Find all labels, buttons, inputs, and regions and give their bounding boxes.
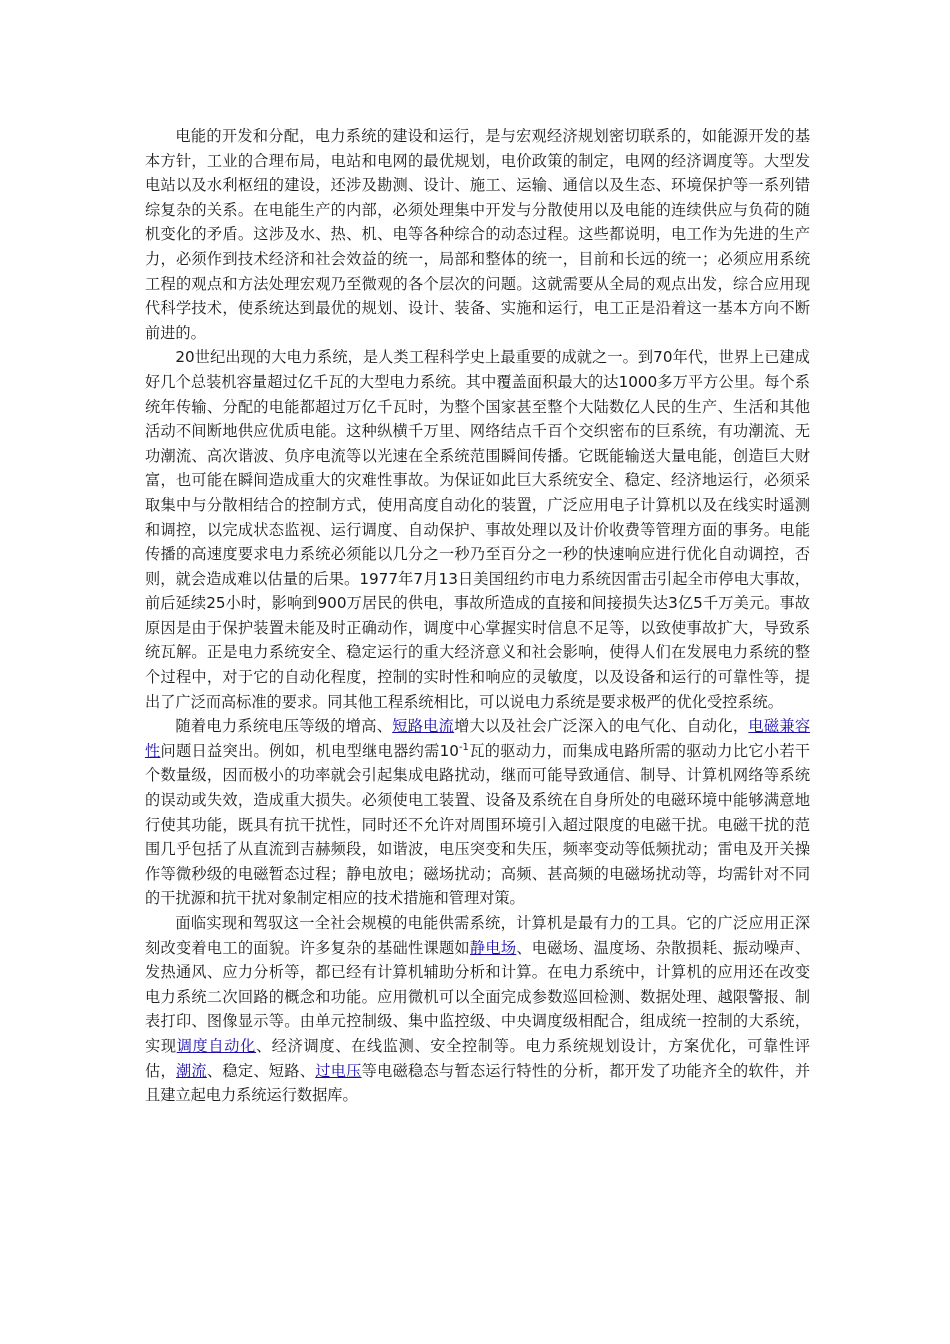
paragraph-4-text-a: 面临实现和驾驭这一全社会规模的电能供需系统，计算机是最有力的工具。它的广泛应用正深刻改变着电工的面貌。许多复杂的基础性课题如 <box>145 914 810 957</box>
paragraph-1-text: 电能的开发和分配，电力系统的建设和运行，是与宏观经济规划密切联系的，如能源开发的基本方针，工业的合理布局，电站和电网的最优规划，电价政策的制定，电网的经济调度等。大型发电站以及水利枢纽的建设，还涉及勘测、设计、施工、运输、通信以及生态、环境保护等一系列错综复杂的关系。在电能生产的内部，必须处理集中开发与分散使用以及电能的连续供应与负荷的随机变化的矛盾。这涉及水、热、机、电等各种综合的动态过程。这些都说明，电工作为先进的生产力，必须作到技术经济和社会效益的统一，局部和整体的统一，目前和长远的统一；必须应用系统工程的观点和方法处理宏观乃至微观的各个层次的问题。这就需要从全局的观点出发，综合应用现代科学技术，使系统达到最优的规划、设计、装备、实施和运行，电工正是沿着这一基本方向不断前进的。 <box>145 127 810 342</box>
emc-link[interactable]: 电磁兼容性 <box>145 717 811 760</box>
power-flow-link[interactable]: 潮流 <box>175 1061 207 1080</box>
overvoltage-link[interactable]: 过电压 <box>315 1061 362 1080</box>
paragraph-2-text: 20世纪出现的大电力系统，是人类工程科学史上最重要的成就之一。到70年代，世界上已建成好几个总装机容量超过亿千瓦的大型电力系统。其中覆盖面积最大的达1000多万平方公里。每个系统年传输、分配的电能都超过万亿千瓦时，为整个国家甚至整个大陆数亿人民的生产、生活和其他活动不间断地供应优质电能。这种纵横千万里、网络结点千百个交织密布的巨系统，有功潮流、无功潮流、高次谐波、负序电流等以光速在全系统范围瞬间传播。它既能输送大量电能，创造巨大财富，也可能在瞬间造成重大的灾难性事故。为保证如此巨大系统安全、稳定、经济地运行，必须采取集中与分散相结合的控制方式，使用高度自动化的装置，广泛应用电子计算机以及在线实时遥测和调控，以完成状态监视、运行调度、自动保护、事故处理以及计价收费等管理方面的事务。电能传播的高速度要求电力系统必须能以几分之一秒乃至百分之一秒的快速响应进行优化自动调控，否则，就会造成难以估量的后果。1977年7月13日美国纽约市电力系统因雷击引起全市停电大事故，前后延续25小时，影响到900万居民的供电，事故所造成的直接和间接损失达3亿5千万美元。事故原因是由于保护装置未能及时正确动作，调度中心掌握实时信息不足等，以致使事故扩大，导致系统瓦解。正是电力系统安全、稳定运行的重大经济意义和社会影响，使得人们在发展电力系统的整个过程中，对于它的自动化程度，控制的实时性和响应的灵敏度，以及设备和运行的可靠性等，提出了广泛而高标准的要求。同其他工程系统相比，可以说电力系统是要求极严的优化受控系统。 <box>145 348 810 711</box>
paragraph-3-text-c: 问题日益突出。例如，机电型继电器约需10 <box>160 741 459 760</box>
electrostatic-field-link[interactable]: 静电场 <box>469 938 517 957</box>
paragraph-4 <box>145 911 810 1108</box>
exponent-superscript: -1 <box>458 741 469 753</box>
paragraph-3-text-d: 瓦的驱动力，而集成电路所需的驱动力比它小若干个数量级，因而极小的功率就会引起集成电路扰动，继而可能导致通信、制导、计算机网络等系统的误动或失效，造成重大损失。必须使电工装置、设备及系统在自身所处的电磁环境中能够满意地行使其功能，既具有抗干扰性，同时还不允许对周围环境引入超过限度的电磁干扰。电磁干扰的范围几乎包括了从直流到吉赫频段，如谐波，电压突变和失压，频率变动等低频扰动；雷电及开关操作等微秒级的电磁暂态过程；静电放电；磁场扰动；高频、甚高频的电磁场扰动等，均需针对不同的干扰源和抗干扰对象制定相应的技术措施和管理对策。 <box>145 741 811 908</box>
paragraph-2 <box>145 345 810 714</box>
paragraph-4-text-e: 等电磁稳态与暂态运行特性的分析，都开发了功能齐全的软件，并且建立起电力系统运行数据库。 <box>145 1061 811 1105</box>
paragraph-3-text-a: 随着电力系统电压等级的增高、 <box>175 717 393 736</box>
document-body <box>145 124 810 1108</box>
paragraph-4-text-b: 、电磁场、温度场、杂散损耗、振动噪声、发热通风、应力分析等，都已经有计算机辅助分析和计算。在电力系统中，计算机的应用还在改变电力系统二次回路的概念和功能。应用微机可以全面完成参数巡回检测、数据处理、越限警报、制表打印、图像显示等。由单元控制级、集中监控级、中央调度级相配合，组成统一控制的大系统，实现 <box>145 938 811 1055</box>
paragraph-1 <box>145 124 810 345</box>
paragraph-3 <box>145 714 810 911</box>
short-circuit-current-link[interactable]: 短路电流 <box>392 717 455 736</box>
paragraph-4-text-d: 、稳定、短路、 <box>206 1061 316 1080</box>
paragraph-3-text-b: 增大以及社会广泛深入的电气化、自动化， <box>454 717 749 736</box>
dispatch-automation-link[interactable]: 调度自动化 <box>176 1036 256 1055</box>
paragraph-4-text-c: 、经济调度、在线监测、安全控制等。电力系统规划设计，方案优化，可靠性评估， <box>145 1036 811 1080</box>
